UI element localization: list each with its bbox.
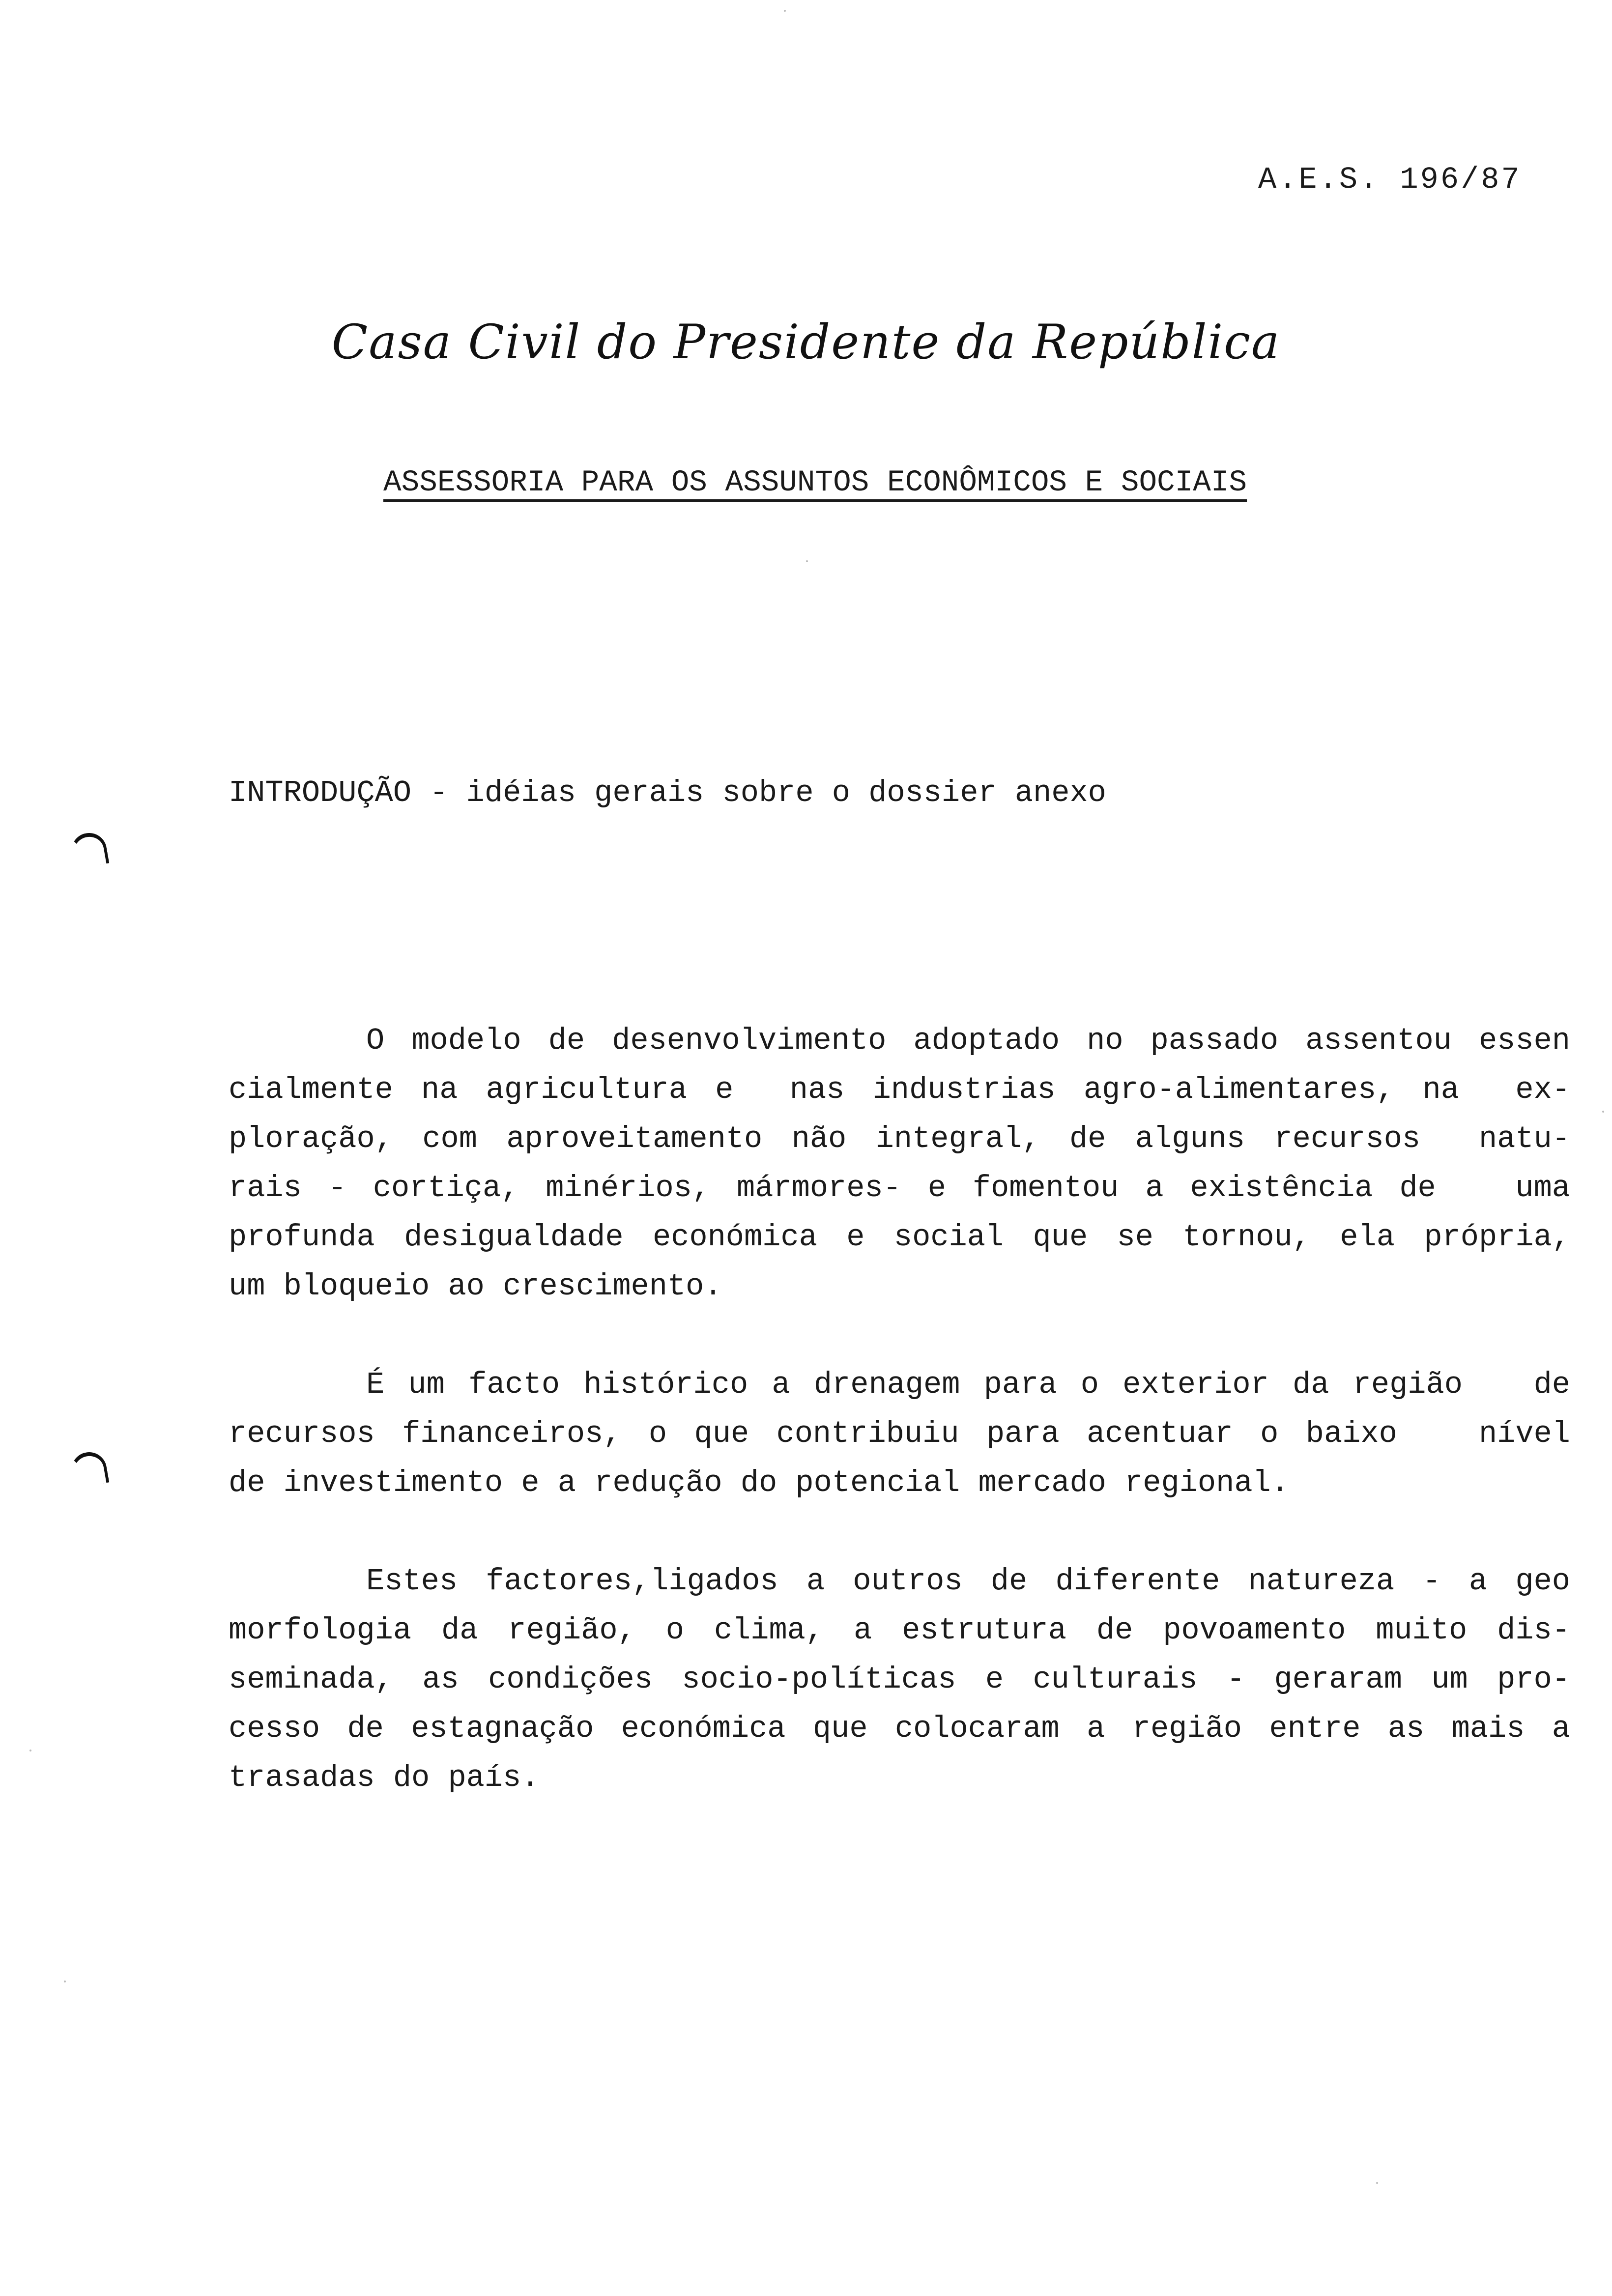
paragraph-3 <box>229 1557 1570 1803</box>
paragraph-1 <box>229 1016 1570 1311</box>
paragraph-line: O modelo de desenvolvimento adoptado no passado assentou essen <box>366 1023 1570 1058</box>
scan-speck <box>1376 2182 1378 2184</box>
document-reference: A.E.S. 196/87 <box>1258 162 1522 197</box>
scan-speck <box>806 560 808 562</box>
margin-hole-mark <box>69 1449 110 1488</box>
paragraph-line: É um facto histórico a drenagem para o exterior da região de <box>366 1367 1570 1402</box>
paragraph-line: cesso de estagnação económica que colocaram a região entre as mais a <box>229 1711 1570 1746</box>
scan-speck <box>29 1750 31 1751</box>
margin-hole-mark <box>69 830 110 869</box>
paragraph-line: de investimento e a redução do potencial mercado regional. <box>229 1465 1289 1500</box>
department-title: ASSESSORIA PARA OS ASSUNTOS ECONÔMICOS E SOCIAIS <box>383 466 1247 500</box>
paragraph-line: profunda desigualdade económica e social que se tornou, ela própria, <box>229 1220 1570 1255</box>
paragraph-line: morfologia da região, o clima, a estrutura de povoamento muito dis- <box>229 1613 1570 1648</box>
scan-speck <box>784 10 786 12</box>
letterhead: Casa Civil do Presidente da República <box>331 315 1281 370</box>
scan-speck <box>64 1980 66 1982</box>
paragraph-line: seminada, as condições socio-políticas e culturais - geraram um pro- <box>229 1662 1570 1697</box>
paragraph-line: um bloqueio ao crescimento. <box>229 1269 722 1304</box>
paragraph-line: recursos financeiros, o que contribuiu para acentuar o baixo nível <box>229 1416 1570 1451</box>
paragraph-2 <box>229 1360 1570 1508</box>
paragraph-line: rais - cortiça, minérios, mármores- e fomentou a existência de uma <box>229 1171 1570 1205</box>
intro-heading: INTRODUÇÃO - idéias gerais sobre o dossier anexo <box>229 775 1106 810</box>
paragraph-line: trasadas do país. <box>229 1760 540 1795</box>
paragraph-line: ploração, com aproveitamento não integral, de alguns recursos natu- <box>229 1121 1570 1156</box>
paragraph-line: Estes factores,ligados a outros de diferente natureza - a geo <box>366 1564 1570 1599</box>
paragraph-line: cialmente na agricultura e nas industrias agro-alimentares, na ex- <box>229 1072 1570 1107</box>
scan-speck <box>1602 1111 1604 1113</box>
